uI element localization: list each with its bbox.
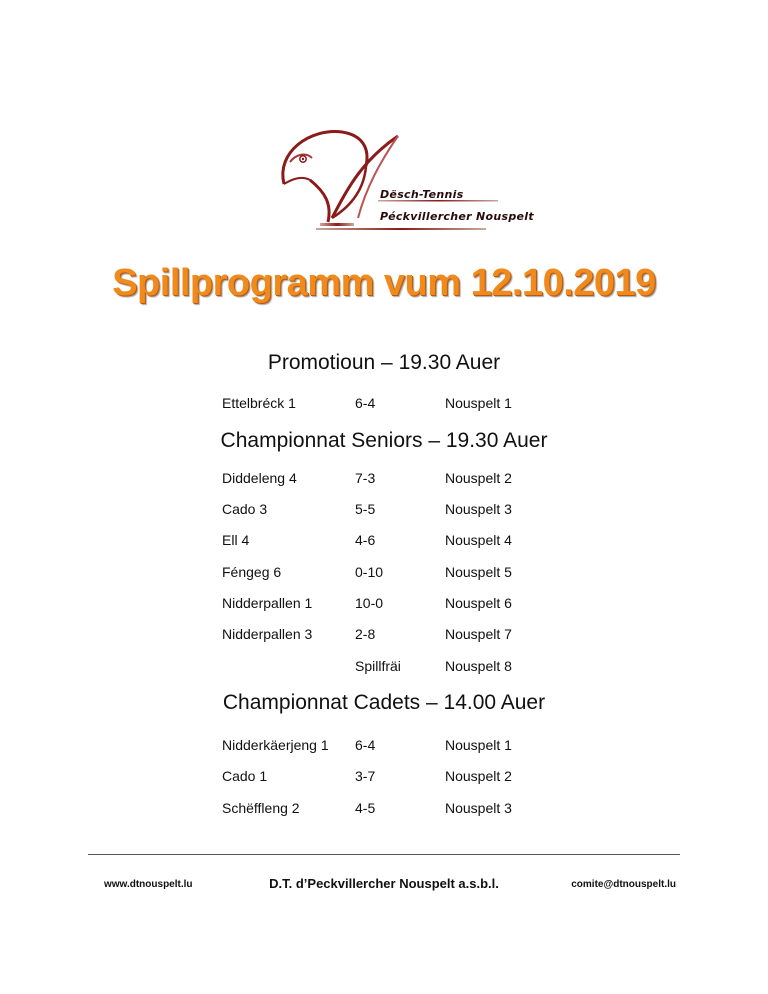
away-team: Nouspelt 5: [445, 564, 512, 580]
logo-text-line1: Dësch-Tennis: [380, 188, 464, 201]
match-score: 7-3: [355, 470, 376, 486]
match-score: 10-0: [355, 595, 384, 611]
match-row: [0, 658, 768, 680]
home-team: Cado 3: [222, 501, 268, 517]
match-row: [0, 737, 768, 759]
section-heading-seniors: Championnat Seniors – 19.30 Auer: [220, 429, 548, 452]
away-team: Nouspelt 2: [445, 470, 512, 486]
away-team: Nouspelt 1: [445, 395, 512, 411]
footer-website-link[interactable]: www.dtnouspelt.lu: [104, 879, 193, 890]
home-team: Féngeg 6: [222, 564, 282, 580]
logo-text-line2: Péckvillercher Nouspelt: [380, 210, 534, 223]
match-row: [0, 501, 768, 523]
match-score: 4-6: [355, 532, 376, 548]
match-row: [0, 626, 768, 648]
footer-email-link[interactable]: comite@dtnouspelt.lu: [571, 879, 676, 890]
match-row: [0, 395, 768, 417]
match-score: 0-10: [355, 564, 384, 580]
match-row: [0, 768, 768, 790]
home-team: Ettelbréck 1: [222, 395, 296, 411]
footer-organisation: D.T. d’Peckvillercher Nouspelt a.s.b.l.: [269, 876, 499, 891]
home-team: Schëffleng 2: [222, 800, 300, 816]
match-row: [0, 800, 768, 822]
away-team: Nouspelt 7: [445, 626, 512, 642]
match-row: [0, 564, 768, 586]
match-score: 2-8: [355, 626, 376, 642]
match-row: [0, 532, 768, 554]
home-team: Ell 4: [222, 532, 250, 548]
match-score: 4-5: [355, 800, 376, 816]
away-team: Nouspelt 3: [445, 501, 512, 517]
match-row: [0, 470, 768, 492]
footer-divider: [88, 854, 680, 855]
match-score: 6-4: [355, 395, 376, 411]
match-score: 6-4: [355, 737, 376, 753]
section-heading-cadets: Championnat Cadets – 14.00 Auer: [222, 691, 546, 714]
match-score: 3-7: [355, 768, 376, 784]
match-score: Spillfräi: [355, 658, 401, 674]
match-score: 5-5: [355, 501, 376, 517]
club-logo: [270, 122, 534, 237]
home-team: Cado 1: [222, 768, 268, 784]
away-team: Nouspelt 8: [445, 658, 512, 674]
away-team: Nouspelt 6: [445, 595, 512, 611]
home-team: Nidderpallen 3: [222, 626, 313, 642]
away-team: Nouspelt 2: [445, 768, 512, 784]
away-team: Nouspelt 1: [445, 737, 512, 753]
home-team: Nidderkäerjeng 1: [222, 737, 329, 753]
home-team: Diddeleng 4: [222, 470, 297, 486]
home-team: Nidderpallen 1: [222, 595, 313, 611]
away-team: Nouspelt 3: [445, 800, 512, 816]
away-team: Nouspelt 4: [445, 532, 512, 548]
section-heading-promotioun: Promotioun – 19.30 Auer: [267, 351, 501, 374]
match-row: [0, 595, 768, 617]
page-title: Spillprogramm vum 12.10.2019: [112, 262, 656, 304]
